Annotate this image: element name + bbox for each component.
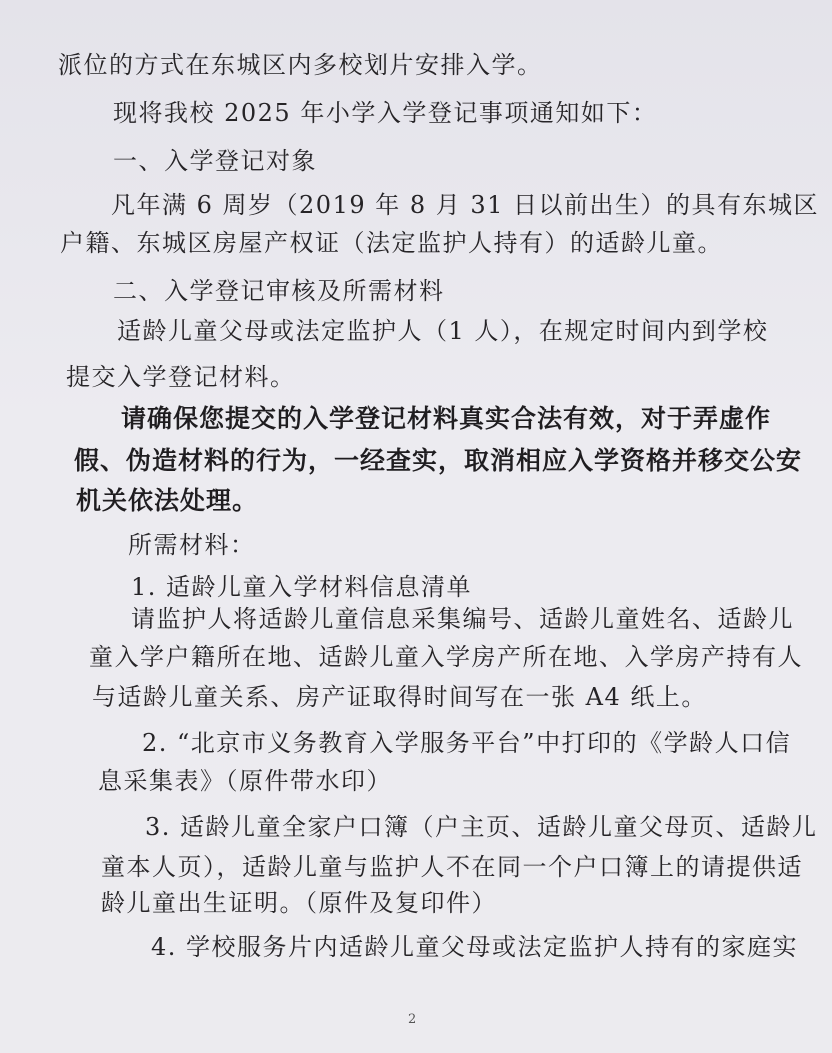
- paragraph-line: 适龄儿童父母或法定监护人（1 人），在规定时间内到学校: [117, 317, 769, 345]
- section-heading: 二、入学登记审核及所需材料: [113, 277, 445, 305]
- paragraph-line: 请监护人将适龄儿童信息采集编号、适龄儿童姓名、适龄儿: [131, 605, 794, 633]
- paragraph-line: 童本人页），适龄儿童与监护人不在同一个户口簿上的请提供适: [101, 853, 803, 881]
- warning-line: 请确保您提交的入学登记材料真实合法有效，对于弄虚作: [121, 404, 772, 433]
- page-number: 2: [408, 1012, 417, 1027]
- materials-heading: 所需材料：: [128, 531, 256, 559]
- section-heading: 一、入学登记对象: [113, 147, 317, 175]
- list-item: 1. 适龄儿童入学材料信息清单: [131, 573, 473, 601]
- paragraph-line: 户籍、东城区房屋产权证（法定监护人持有）的适龄儿童。: [60, 229, 723, 257]
- paragraph-line: 龄儿童出生证明。（原件及复印件）: [101, 889, 497, 917]
- warning-line: 假、伪造材料的行为，一经查实，取消相应入学资格并移交公安: [74, 446, 803, 475]
- list-item: 2. “北京市义务教育入学服务平台”中打印的《学龄人口信: [142, 729, 792, 757]
- paragraph-line: 派位的方式在东城区内多校划片安排入学。: [58, 51, 543, 79]
- warning-line: 机关依法处理。: [76, 486, 259, 515]
- paragraph-line: 提交入学登记材料。: [66, 363, 296, 391]
- list-item: 3. 适龄儿童全家户口簿（户主页、适龄儿童父母页、适龄儿: [145, 813, 818, 841]
- paragraph-line: 现将我校 2025 年小学入学登记事项通知如下：: [113, 99, 658, 127]
- paragraph-line: 童入学户籍所在地、适龄儿童入学房产所在地、入学房产持有人: [89, 643, 803, 671]
- paragraph-line: 与适龄儿童关系、房产证取得时间写在一张 A4 纸上。: [92, 683, 707, 711]
- paragraph-line: 凡年满 6 周岁（2019 年 8 月 31 日以前出生）的具有东城区: [111, 191, 820, 219]
- list-item: 4. 学校服务片内适龄儿童父母或法定监护人持有的家庭实: [151, 933, 799, 961]
- paragraph-line: 息采集表》（原件带水印）: [98, 767, 392, 795]
